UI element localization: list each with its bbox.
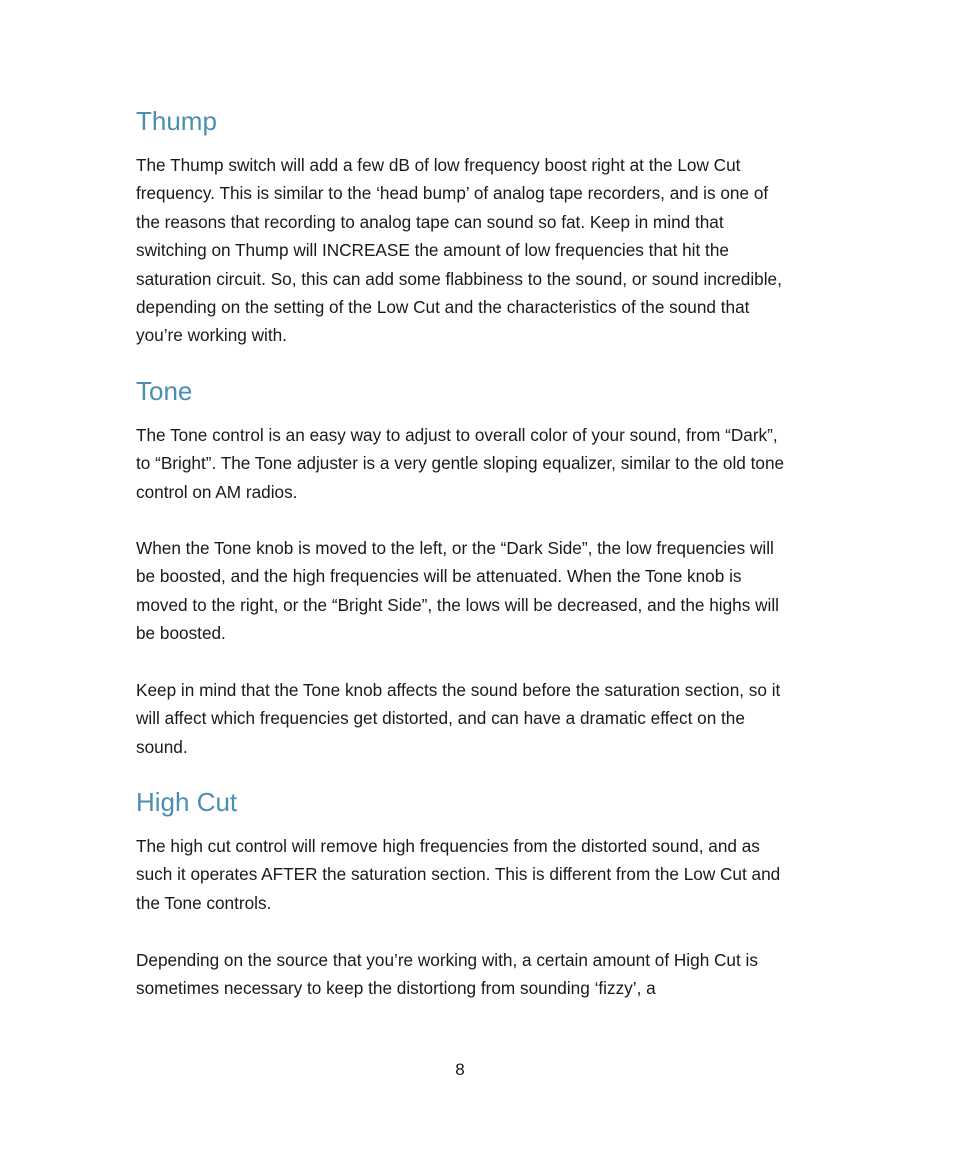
- paragraph-tone-2: When the Tone knob is moved to the left, or the “Dark Side”, the low frequencies will be boosted, and the high frequencies will be attenuated. When the Tone knob is moved to the right, or the “Bright Side”, the lows will be decreased, and the highs will be boosted.: [136, 538, 779, 644]
- paragraph-tone-3: Keep in mind that the Tone knob affects the sound before the saturation section, so it will affect which frequencies get distorted, and can have a dramatic effect on the sound.: [136, 680, 781, 757]
- section-heading-thump: Thump: [136, 106, 217, 136]
- paragraph-tone-1: The Tone control is an easy way to adjust to overall color of your sound, from “Dark”, to “Bright”. The Tone adjuster is a very gentle sloping equalizer, similar to the old tone control on AM radios.: [136, 425, 785, 502]
- page-number: 8: [455, 1060, 465, 1079]
- paragraph-high-cut-1: The high cut control will remove high frequencies from the distorted sound, and as such it operates AFTER the saturation section. This is different from the Low Cut and the Tone controls.: [136, 836, 781, 913]
- section-heading-high-cut: High Cut: [136, 787, 238, 817]
- section-heading-tone: Tone: [136, 376, 193, 406]
- paragraph-high-cut-2: Depending on the source that you’re working with, a certain amount of High Cut is sometimes necessary to keep the distortiong from sounding ‘fizzy’, a: [136, 950, 758, 999]
- paragraph-thump-1: The Thump switch will add a few dB of low frequency boost right at the Low Cut frequency. This is similar to the ‘head bump’ of analog tape recorders, and is one of the reasons that recording to analog tape can sound so fat. Keep in mind that switching on Thump will INCREASE the amount of low frequencies that hit the saturation circuit. So, this can add some flabbiness to the sound, or sound incredible, depending on the setting of the Low Cut and the characteristics of the sound that you’re working with.: [136, 155, 782, 346]
